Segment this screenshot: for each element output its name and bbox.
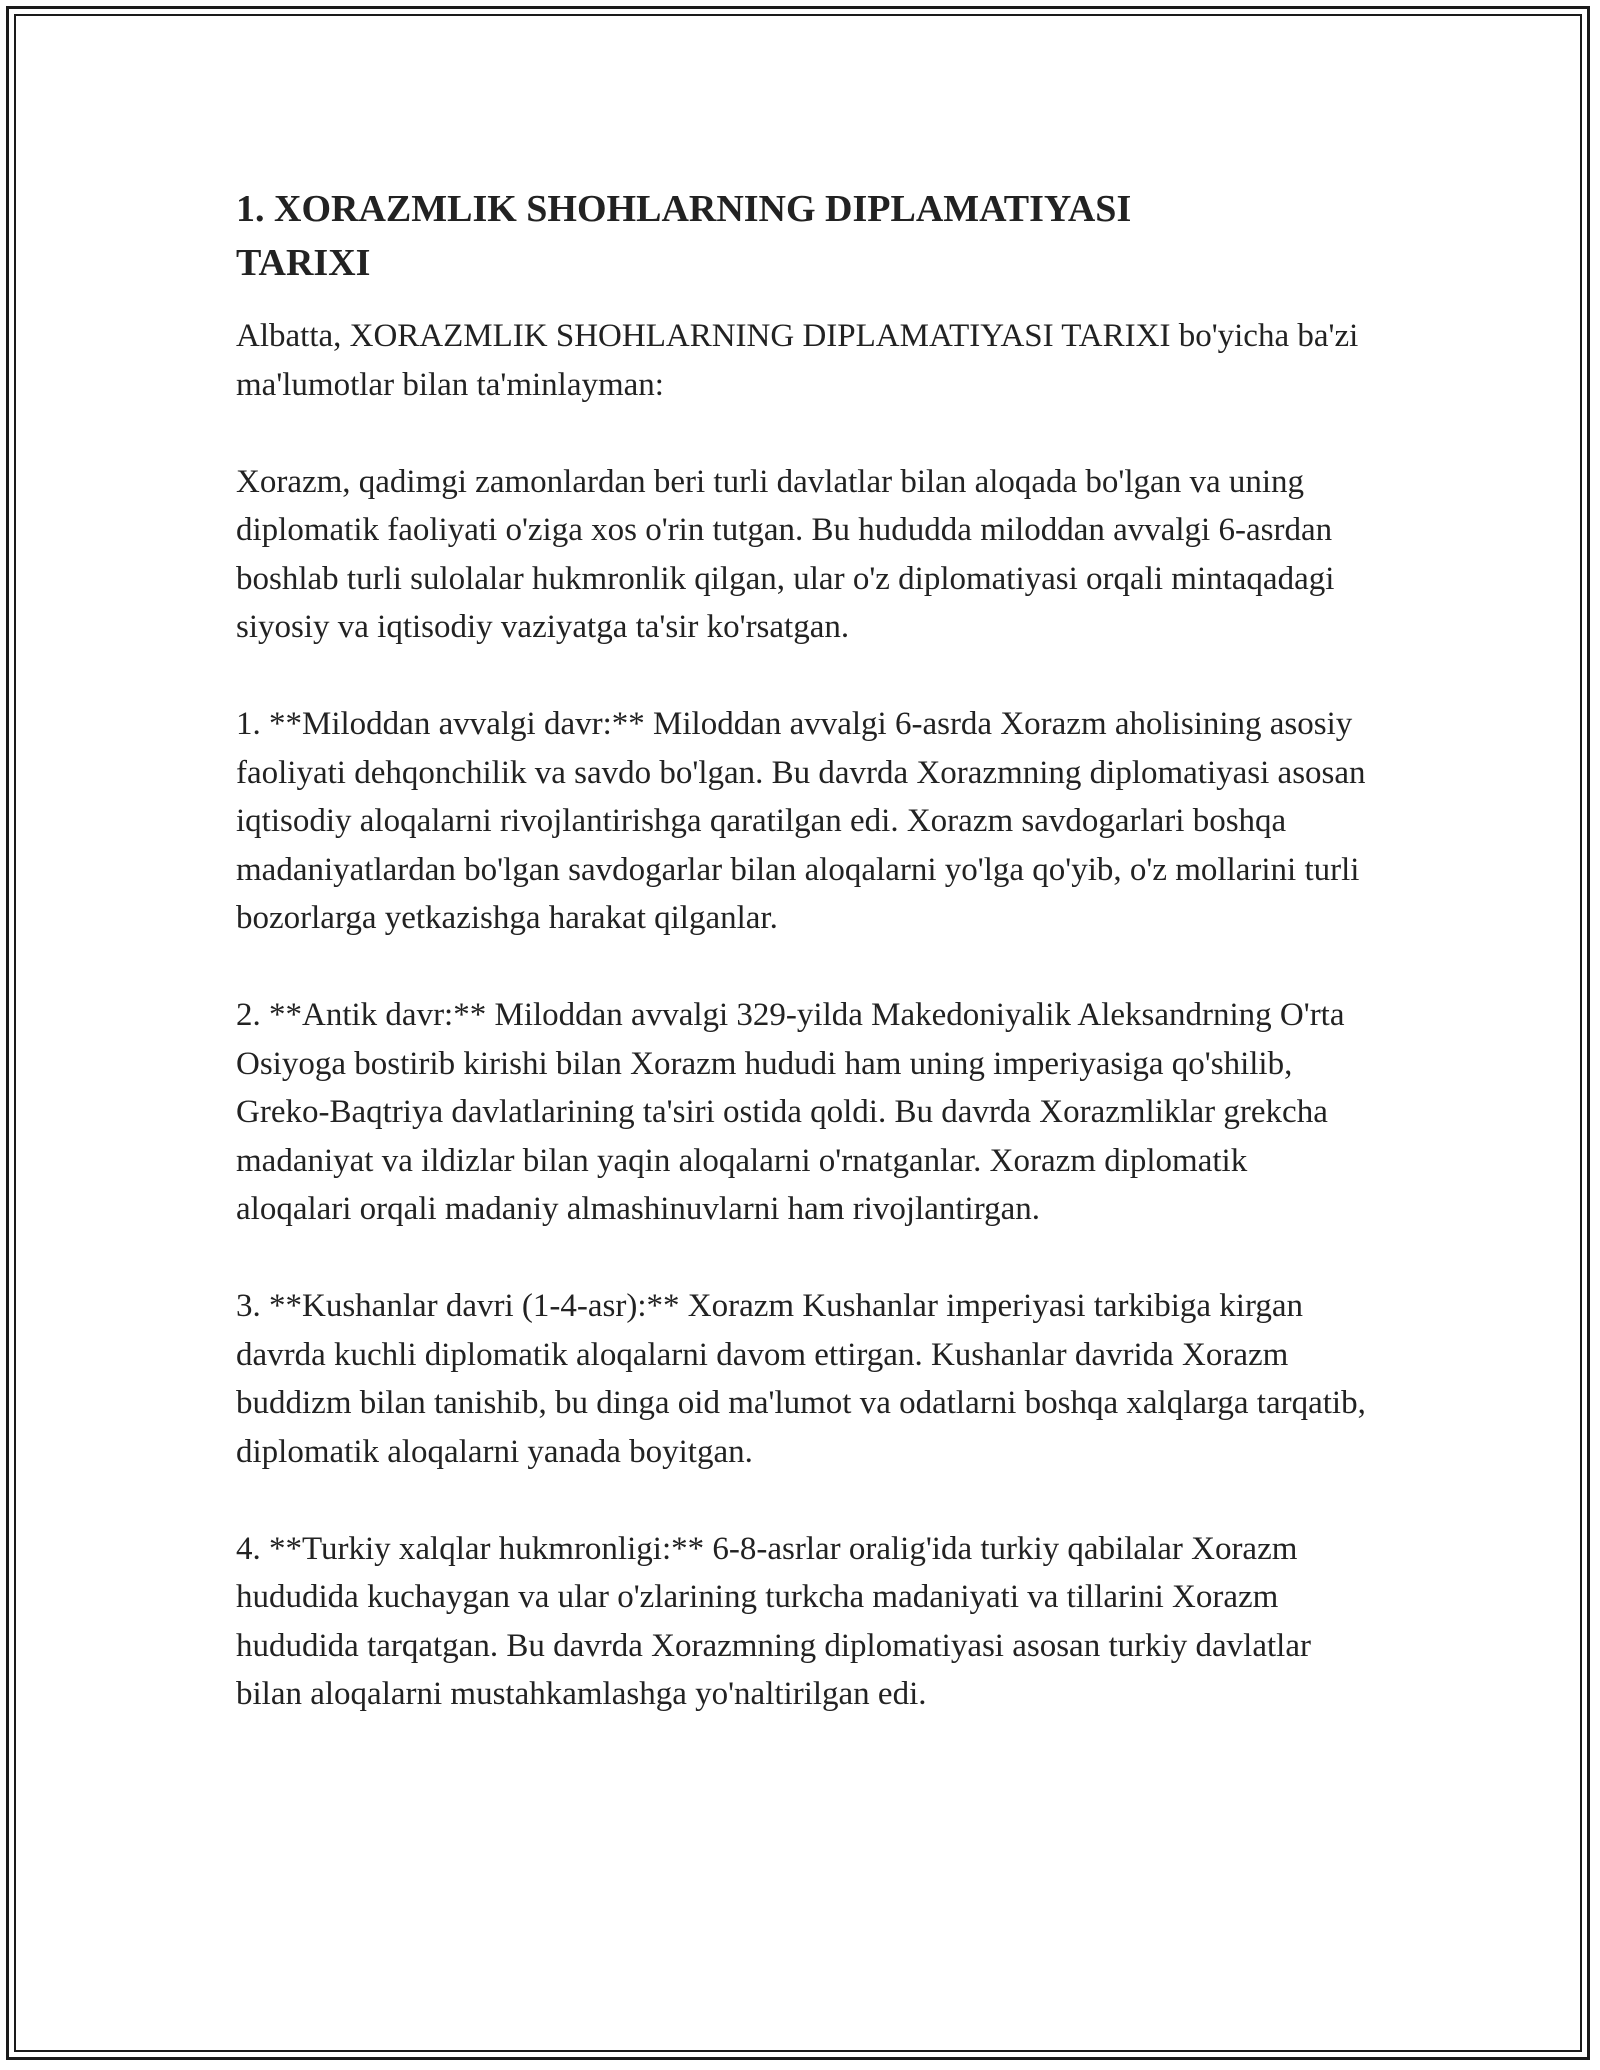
page-title-line-1: 1. XORAZMLIK SHOHLARNING DIPLAMATIYASI — [236, 188, 1132, 230]
section-3-paragraph: 3. **Kushanlar davri (1-4-asr):** Xorazm Kushanlar imperiyasi tarkibiga kirgan davrda kuchli diplomatik aloqalarni davom ettirgan. Kushanlar davrida Xorazm buddizm bilan tanishib, bu dinga oid ma'lumot va odatlarni boshqa xalqlarga tarqatib, diplomatik aloqalarni yanada boyitgan. — [236, 1288, 1366, 1470]
section-4-paragraph: 4. **Turkiy xalqlar hukmronligi:** 6-8-asrlar oralig'ida turkiy qabilalar Xorazm hududida kuchaygan va ular o'zlarining turkcha madaniyati va tillarini Xorazm hududida tarqatgan. Bu davrda Xorazmning diplomatiyasi asosan turkiy davlatlar bilan aloqalarni mustahkamlashga yo'naltirilgan edi. — [236, 1530, 1311, 1712]
intro-paragraph: Albatta, XORAZMLIK SHOHLARNING DIPLAMATIYASI TARIXI bo'yicha ba'zi ma'lumotlar bilan ta'minlayman: — [236, 318, 1359, 403]
section-1-paragraph: 1. **Miloddan avvalgi davr:** Miloddan avvalgi 6-asrda Xorazm aholisining asosiy faoliyati dehqonchilik va savdo bo'lgan. Bu davrda Xorazmning diplomatiyasi asosan iqtisodiy aloqalarni rivojlantirishga qaratilgan edi. Xorazm savdogarlari boshqa madaniyatlardan bo'lgan savdogarlar bilan aloqalarni yo'lga qo'yib, o'z mollarini turli bozorlarga yetkazishga harakat qilganlar. — [236, 706, 1366, 936]
overview-paragraph: Xorazm, qadimgi zamonlardan beri turli davlatlar bilan aloqada bo'lgan va uning diplomatik faoliyati o'ziga xos o'rin tutgan. Bu hududda miloddan avvalgi 6-asrdan boshlab turli sulolalar hukmronlik qilgan, ular o'z diplomatiyasi orqali mintaqadagi siyosiy va iqtisodiy vaziyatga ta'sir ko'rsatgan. — [236, 463, 1335, 645]
section-2-paragraph: 2. **Antik davr:** Miloddan avvalgi 329-yilda Makedoniyalik Aleksandrning O'rta Osiyoga bostirib kirishi bilan Xorazm hududi ham uning imperiyasiga qo'shilib, Greko-Baqtriya davlatlarining ta'siri ostida qoldi. Bu davrda Xorazmliklar grekcha madaniyat va ildizlar bilan yaqin aloqalarni o'rnatganlar. Xorazm diplomatik aloqalari orqali madaniy almashinuvlarni ham rivojlantirgan. — [236, 997, 1345, 1227]
page-title — [236, 182, 1366, 290]
page-title-line-2: TARIXI — [236, 242, 371, 284]
document-body — [236, 182, 1366, 1767]
